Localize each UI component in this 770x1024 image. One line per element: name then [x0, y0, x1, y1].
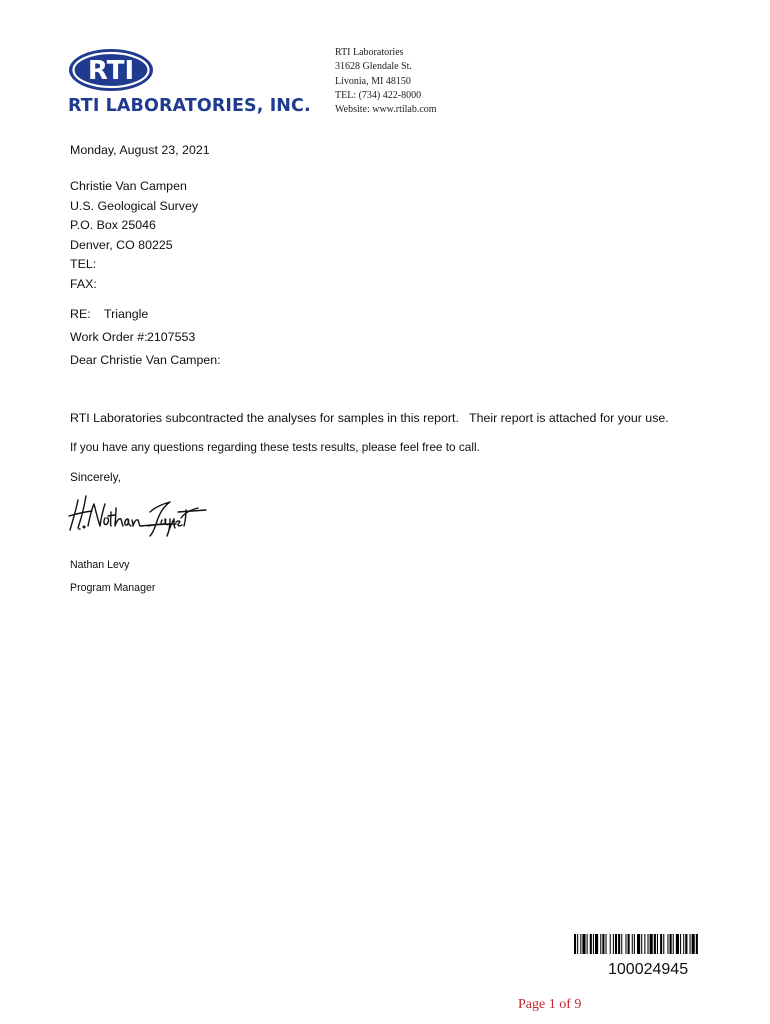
- salutation: Dear Christie Van Campen:: [70, 353, 221, 367]
- re-line: [70, 307, 148, 321]
- barcode-bar: [667, 934, 668, 954]
- re-label: RE:: [70, 307, 91, 321]
- letter-date: Monday, August 23, 2021: [70, 143, 210, 157]
- barcode-number: 100024945: [608, 961, 689, 978]
- company-street: 31628 Glendale St.: [335, 61, 412, 73]
- recipient-fax: FAX:: [70, 276, 97, 291]
- signature-image: [66, 486, 210, 538]
- re-value: Triangle: [104, 307, 149, 321]
- company-tel: TEL: (734) 422-8000: [335, 89, 422, 101]
- barcode-bar: [613, 934, 614, 954]
- barcode-bar: [654, 934, 656, 954]
- barcode-bar: [696, 934, 698, 954]
- barcode-bar: [582, 934, 585, 954]
- barcode-bar: [673, 934, 674, 954]
- page-number: Page 1 of 9: [518, 997, 582, 1012]
- company-website: Website: www.rtilab.com: [335, 104, 437, 116]
- barcode-bar: [676, 934, 679, 954]
- barcode-bar: [683, 934, 684, 954]
- barcode-bar: [618, 934, 620, 954]
- barcode-bar: [632, 934, 633, 954]
- barcode-bar: [610, 934, 611, 954]
- paragraph-2: If you have any questions regarding these tests results, please feel free to call.: [70, 440, 480, 454]
- barcode-bar: [663, 934, 664, 954]
- recipient-po-box: P.O. Box 25046: [70, 218, 156, 232]
- barcode-bar: [637, 934, 640, 954]
- barcode-bar: [690, 934, 691, 954]
- closing: Sincerely,: [70, 470, 121, 484]
- logo-text: RTI: [87, 56, 135, 86]
- barcode-bar: [580, 934, 581, 954]
- barcode-image: [574, 934, 742, 954]
- barcode-bar: [587, 934, 588, 954]
- company-name: RTI Laboratories: [335, 47, 404, 58]
- barcode-bar: [644, 934, 645, 954]
- company-address: [335, 46, 437, 117]
- barcode-bar: [670, 934, 672, 954]
- work-order-value: 2107553: [147, 330, 196, 344]
- company-banner: RTI LABORATORIES, INC.: [68, 96, 311, 116]
- barcode-bar: [615, 934, 617, 954]
- barcode-bar: [660, 934, 662, 954]
- barcode-bar: [692, 934, 695, 954]
- recipient-city: Denver, CO 80225: [70, 237, 173, 252]
- company-city: Livonia, MI 48150: [335, 75, 411, 87]
- barcode-bar: [577, 934, 578, 954]
- barcode-bar: [628, 934, 630, 954]
- barcode-bar: [685, 934, 687, 954]
- barcode-bar: [574, 934, 576, 954]
- barcode-bar: [680, 934, 681, 954]
- barcode-bar: [641, 934, 642, 954]
- work-order-label: Work Order #:: [70, 330, 148, 344]
- recipient-tel: TEL:: [70, 257, 97, 271]
- paragraph-1: RTI Laboratories subcontracted the analyses for samples in this report. Their report is attached for your use.: [70, 411, 669, 425]
- barcode-bar: [657, 934, 658, 954]
- work-order-line: [70, 330, 195, 344]
- barcode-bar: [648, 934, 649, 954]
- recipient-block: [70, 177, 198, 294]
- barcode-bar: [600, 934, 601, 954]
- barcode-bar: [593, 934, 594, 954]
- barcode-bar: [590, 934, 592, 954]
- barcode-bar: [650, 934, 653, 954]
- recipient-organization: U.S. Geological Survey: [70, 198, 199, 213]
- signer-title: Program Manager: [70, 582, 156, 594]
- barcode-bar: [621, 934, 622, 954]
- barcode-bar: [595, 934, 598, 954]
- barcode-bar: [606, 934, 607, 954]
- signer-name: Nathan Levy: [70, 559, 130, 571]
- barcode-bar: [634, 934, 635, 954]
- barcode-bar: [602, 934, 604, 954]
- barcode-bar: [625, 934, 626, 954]
- recipient-name: Christie Van Campen: [70, 179, 187, 193]
